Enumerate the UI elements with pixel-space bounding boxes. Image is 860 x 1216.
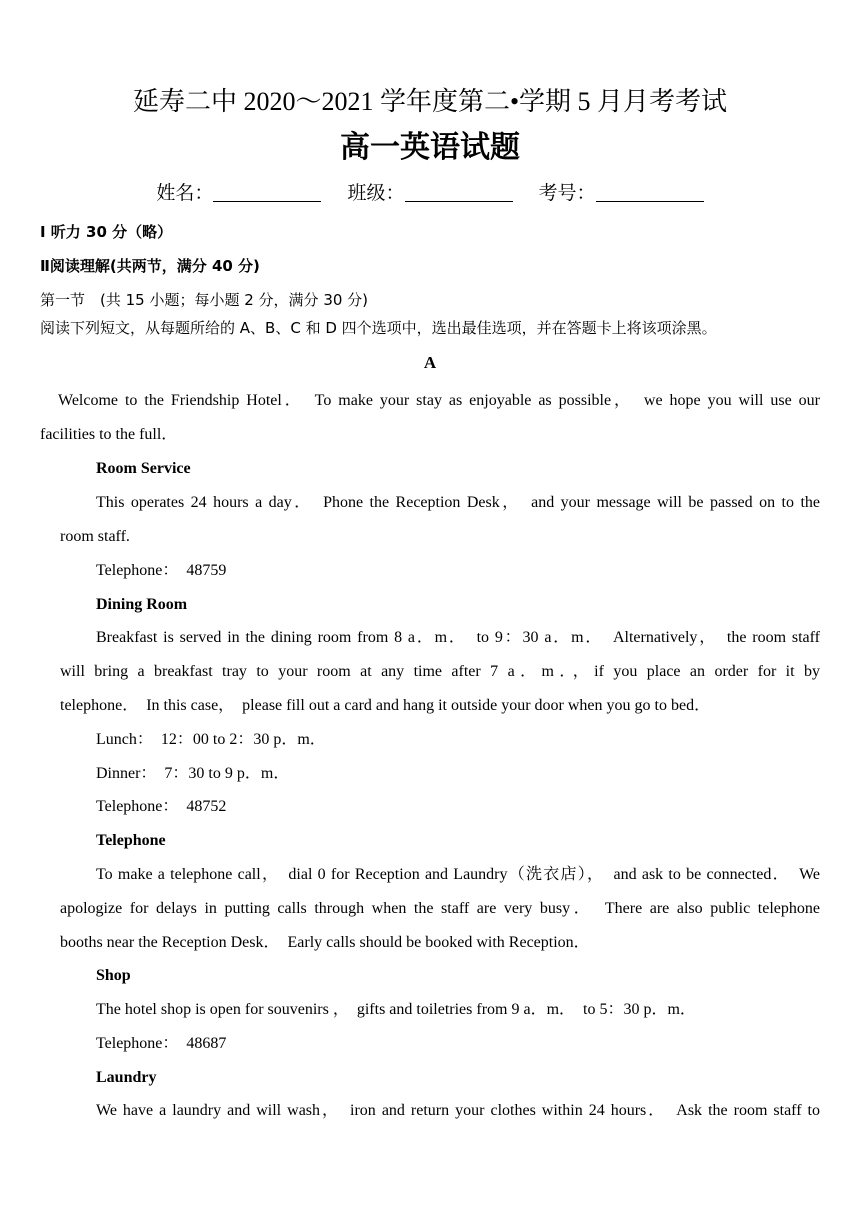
room-service-line-1: This operates 24 hours a day． Phone the Reception Desk， and your message will be passed on to the: [96, 494, 820, 511]
telephone-line-3: booths near the Reception Desk． Early calls should be booked with Reception．: [60, 934, 590, 951]
shop-line: The hotel shop is open for souvenirs ， gifts and toiletries from 9 a．m． to 5：30 p．m．: [96, 1001, 696, 1018]
dining-room-heading: Dining Room: [96, 596, 188, 613]
listening-heading: I 听力 30 分（略）: [40, 223, 173, 241]
part-one-heading: 第一节 (共 15 小题；每小题 2 分，满分 30 分): [40, 291, 369, 309]
dinner-hours: Dinner： 7：30 to 9 p．m．: [96, 765, 290, 782]
telephone-line-1: To make a telephone call， dial 0 for Reception and Laundry（洗衣店）， and ask to be connected． We: [96, 866, 820, 883]
exam-number-blank[interactable]: [596, 183, 704, 202]
dining-room-line-1: Breakfast is served in the dining room from 8 a．m． to 9：30 a．m． Alternatively， the room staff: [96, 629, 820, 646]
exam-title: 延寿二中 2020～2021 学年度第二•学期 5 月月考考试: [132, 87, 728, 116]
room-service-heading: Room Service: [96, 460, 191, 477]
room-service-telephone: Telephone： 48759: [96, 562, 227, 579]
shop-telephone: Telephone： 48687: [96, 1035, 227, 1052]
class-label: 班级：: [347, 182, 405, 204]
exam-number-field: [539, 178, 704, 208]
laundry-line: We have a laundry and will wash， iron and return your clothes within 24 hours． Ask the room staff to: [96, 1102, 820, 1119]
telephone-line-2: apologize for delays in putting calls through when the staff are very busy． There are also public telephone: [60, 900, 820, 917]
passage-letter: A: [423, 353, 437, 372]
intro-line-1: Welcome to the Friendship Hotel． To make your stay as enjoyable as possible， we hope you will use our: [58, 392, 820, 409]
telephone-heading: Telephone: [96, 832, 166, 849]
dining-room-line-2: will bring a breakfast tray to your room at any time after 7 a．m．，if you place an order for it by: [60, 663, 820, 680]
student-info-line: [0, 178, 860, 208]
class-field: [347, 178, 512, 208]
lunch-hours: Lunch： 12：00 to 2：30 p．m．: [96, 731, 326, 748]
dining-room-line-3: telephone． In this case， please fill out a card and hang it outside your door when you go to bed．: [60, 697, 711, 714]
class-blank[interactable]: [405, 183, 513, 202]
name-label: 姓名：: [156, 182, 214, 204]
name-field: [156, 178, 321, 208]
reading-heading: Ⅱ阅读理解(共两节，满分 40 分): [40, 257, 260, 275]
dining-room-telephone: Telephone： 48752: [96, 798, 227, 815]
exam-number-label: 考号：: [538, 182, 596, 204]
intro-line-2: facilities to the full．: [40, 426, 178, 443]
room-service-line-2: room staff.: [60, 528, 130, 545]
reading-instruction: 阅读下列短文，从每题所给的 A、B、C 和 D 四个选项中，选出最佳选项，并在答题卡上将该项涂黑。: [40, 319, 717, 337]
name-blank[interactable]: [213, 183, 321, 202]
shop-heading: Shop: [96, 967, 131, 984]
subject-title: 高一英语试题: [340, 130, 520, 165]
laundry-heading: Laundry: [96, 1069, 157, 1086]
